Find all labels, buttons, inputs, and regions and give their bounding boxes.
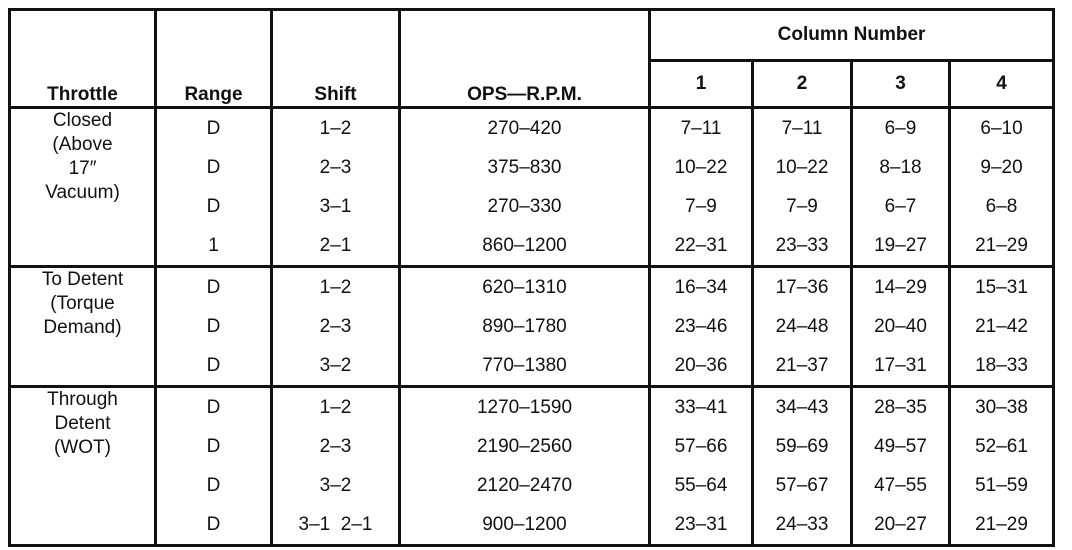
column-4-value: 51–59 bbox=[975, 475, 1028, 496]
shift-value: 2–3 bbox=[319, 436, 352, 457]
shift-value: 3–2 bbox=[319, 355, 352, 376]
shift-cell bbox=[272, 267, 400, 387]
throttle-through-detent-cell bbox=[10, 387, 156, 546]
shift-speed-table-container bbox=[8, 8, 1055, 547]
throttle-line: (Torque bbox=[50, 293, 115, 314]
shift-value: 2–3 bbox=[319, 316, 352, 337]
column-2-cell bbox=[753, 267, 852, 387]
shift-value: 3–1 2–1 bbox=[298, 514, 373, 535]
column-2-value: 21–37 bbox=[775, 355, 829, 376]
header-range: Range bbox=[156, 10, 272, 108]
column-3-value: 8–18 bbox=[879, 157, 922, 178]
column-1-value: 16–34 bbox=[674, 277, 728, 298]
column-2-cell bbox=[753, 108, 852, 267]
column-4-cell bbox=[950, 387, 1054, 546]
column-1-value: 33–41 bbox=[674, 397, 728, 418]
header-throttle: Throttle bbox=[10, 10, 156, 108]
range-cell bbox=[156, 108, 272, 267]
column-3-value: 19–27 bbox=[874, 235, 927, 256]
throttle-line: Closed bbox=[52, 110, 113, 131]
column-4-value: 52–61 bbox=[975, 436, 1028, 457]
group-closed bbox=[10, 108, 1054, 267]
header-shift: Shift bbox=[272, 10, 400, 108]
range-cell bbox=[156, 267, 272, 387]
range-value: D bbox=[206, 277, 221, 298]
ops-rpm-value: 270–420 bbox=[487, 118, 562, 139]
ops-rpm-value: 900–1200 bbox=[482, 514, 567, 535]
ops-rpm-value: 1270–1590 bbox=[476, 397, 573, 418]
range-cell bbox=[156, 387, 272, 546]
throttle-line: Through bbox=[47, 389, 118, 410]
column-1-value: 7–9 bbox=[685, 196, 717, 217]
range-value: D bbox=[206, 118, 221, 139]
range-value: D bbox=[206, 355, 221, 376]
column-2-value: 34–43 bbox=[775, 397, 829, 418]
shift-value: 3–2 bbox=[319, 475, 352, 496]
throttle-line: (WOT) bbox=[54, 437, 111, 458]
column-2-value: 23–33 bbox=[775, 235, 829, 256]
range-value: D bbox=[206, 196, 221, 217]
group-to-detent bbox=[10, 267, 1054, 387]
column-3-value: 28–35 bbox=[874, 397, 927, 418]
column-1-value: 57–66 bbox=[674, 436, 728, 457]
ops-rpm-value: 890–1780 bbox=[482, 316, 567, 337]
column-2-value: 24–48 bbox=[775, 316, 829, 337]
header-column-4: 4 bbox=[950, 61, 1054, 108]
range-value: D bbox=[206, 316, 221, 337]
column-4-value: 15–31 bbox=[975, 277, 1028, 298]
column-1-cell bbox=[650, 267, 753, 387]
shift-cell bbox=[272, 108, 400, 267]
ops-rpm-value: 770–1380 bbox=[482, 355, 567, 376]
throttle-line: Vacuum) bbox=[45, 182, 120, 203]
column-1-value: 55–64 bbox=[674, 475, 728, 496]
ops-rpm-value: 860–1200 bbox=[482, 235, 567, 256]
range-value: 1 bbox=[208, 235, 219, 256]
range-value: D bbox=[206, 436, 221, 457]
header-column-1: 1 bbox=[650, 61, 753, 108]
range-value: D bbox=[206, 514, 221, 535]
throttle-closed-cell bbox=[10, 108, 156, 267]
ops-rpm-value: 270–330 bbox=[487, 196, 562, 217]
column-1-value: 22–31 bbox=[674, 235, 728, 256]
column-1-value: 7–11 bbox=[680, 118, 722, 139]
range-value: D bbox=[206, 397, 221, 418]
column-1-value: 23–46 bbox=[674, 316, 728, 337]
column-1-cell bbox=[650, 387, 753, 546]
ops-rpm-value: 2120–2470 bbox=[476, 475, 573, 496]
column-2-value: 57–67 bbox=[775, 475, 829, 496]
column-3-value: 6–9 bbox=[884, 118, 917, 139]
column-3-value: 17–31 bbox=[874, 355, 927, 376]
shift-value: 2–3 bbox=[319, 157, 352, 178]
throttle-line: (Above bbox=[52, 134, 113, 155]
column-2-value: 24–33 bbox=[775, 514, 829, 535]
column-3-value: 47–55 bbox=[874, 475, 927, 496]
column-1-value: 10–22 bbox=[674, 157, 728, 178]
header-column-2: 2 bbox=[753, 61, 852, 108]
shift-value: 2–1 bbox=[319, 235, 352, 256]
column-4-value: 6–10 bbox=[980, 118, 1023, 139]
column-3-cell bbox=[852, 267, 950, 387]
throttle-line: Demand) bbox=[43, 317, 122, 338]
column-2-value: 7–11 bbox=[781, 118, 823, 139]
column-3-cell bbox=[852, 387, 950, 546]
column-3-value: 14–29 bbox=[874, 277, 927, 298]
range-value: D bbox=[206, 157, 221, 178]
throttle-line: 17″ bbox=[68, 158, 97, 179]
column-2-value: 7–9 bbox=[786, 196, 818, 217]
shift-cell bbox=[272, 387, 400, 546]
column-2-value: 59–69 bbox=[775, 436, 829, 457]
column-4-value: 18–33 bbox=[975, 355, 1028, 376]
column-1-cell bbox=[650, 108, 753, 267]
column-2-cell bbox=[753, 387, 852, 546]
column-3-value: 20–27 bbox=[874, 514, 927, 535]
column-1-value: 20–36 bbox=[674, 355, 728, 376]
header-ops-rpm: OPS—R.P.M. bbox=[400, 10, 650, 108]
throttle-to-detent-cell bbox=[10, 267, 156, 387]
shift-speed-table bbox=[8, 8, 1055, 547]
column-4-value: 9–20 bbox=[980, 157, 1023, 178]
header-column-number: Column Number bbox=[650, 10, 1054, 61]
range-value: D bbox=[206, 475, 221, 496]
header-column-3: 3 bbox=[852, 61, 950, 108]
ops-rpm-cell bbox=[400, 267, 650, 387]
ops-rpm-cell bbox=[400, 108, 650, 267]
column-4-value: 21–42 bbox=[975, 316, 1028, 337]
column-3-cell bbox=[852, 108, 950, 267]
column-4-cell bbox=[950, 267, 1054, 387]
ops-rpm-value: 620–1310 bbox=[482, 277, 567, 298]
shift-value: 1–2 bbox=[319, 397, 352, 418]
column-2-value: 10–22 bbox=[775, 157, 829, 178]
shift-value: 3–1 bbox=[319, 196, 352, 217]
column-4-cell bbox=[950, 108, 1054, 267]
column-4-value: 21–29 bbox=[975, 235, 1028, 256]
group-through-detent bbox=[10, 387, 1054, 546]
shift-value: 1–2 bbox=[319, 118, 352, 139]
ops-rpm-cell bbox=[400, 387, 650, 546]
shift-value: 1–2 bbox=[319, 277, 352, 298]
column-4-value: 21–29 bbox=[975, 514, 1028, 535]
ops-rpm-value: 2190–2560 bbox=[476, 436, 573, 457]
column-3-value: 20–40 bbox=[874, 316, 927, 337]
column-3-value: 6–7 bbox=[884, 196, 917, 217]
throttle-line: To Detent bbox=[41, 269, 124, 290]
throttle-line: Detent bbox=[54, 413, 111, 434]
column-3-value: 49–57 bbox=[874, 436, 927, 457]
column-4-value: 30–38 bbox=[975, 397, 1028, 418]
ops-rpm-value: 375–830 bbox=[487, 157, 562, 178]
column-2-value: 17–36 bbox=[775, 277, 829, 298]
column-1-value: 23–31 bbox=[674, 514, 728, 535]
column-4-value: 6–8 bbox=[985, 196, 1018, 217]
